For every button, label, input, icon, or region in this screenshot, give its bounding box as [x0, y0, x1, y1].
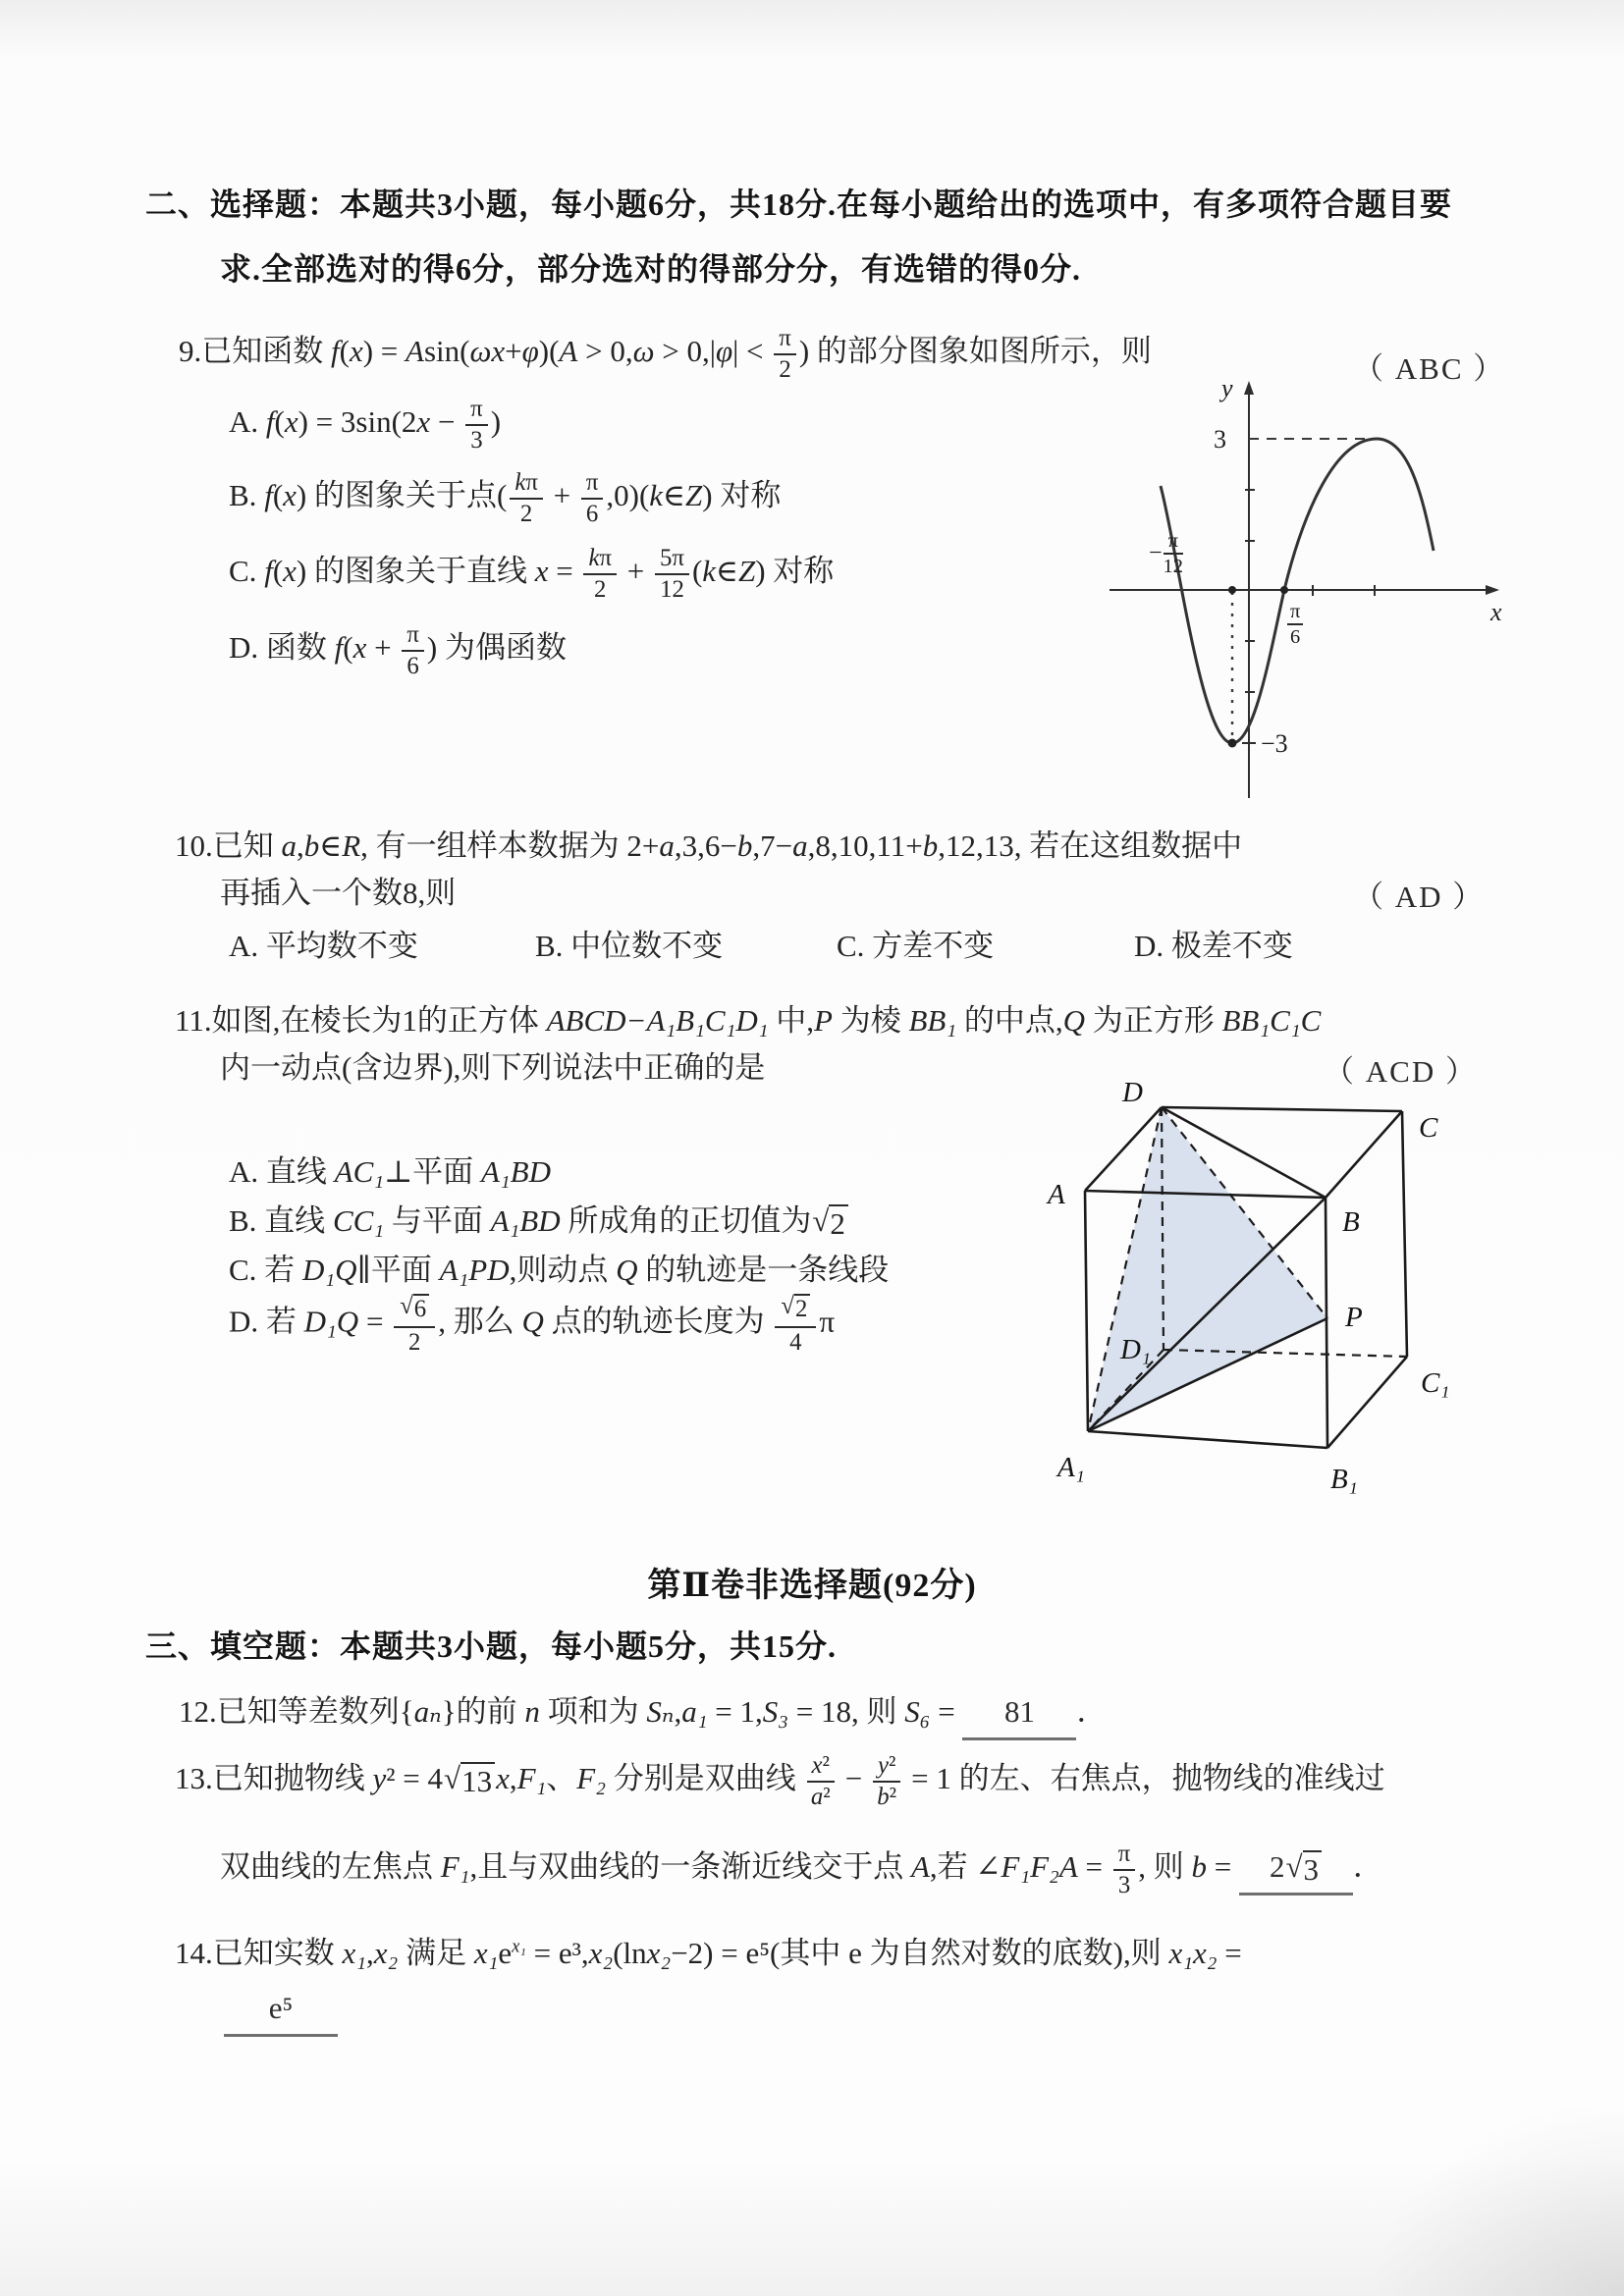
- q9-stem: 9.已知函数 f(x) = Asin(ωx+φ)(A > 0,ω > 0,|φ| < $\frac{\pi}{2}$ ) 的部分图象如图所示，则: [179, 325, 1152, 384]
- q9-option-b: B. f(x) 的图象关于点( $\frac{k\pi}{2}$ + $\frac{\pi}{6}$ ,0)(k∈Z) 对称: [229, 469, 782, 528]
- zero-crossing-point: [1280, 586, 1288, 594]
- section3-title: 三、填空题：本题共3小题，每小题5分，共15分.: [145, 1629, 838, 1664]
- part2-title: 第Ⅱ卷非选择题(92分): [647, 1568, 977, 1604]
- min-x-label: − $\frac{\pi}{12}$: [1149, 530, 1183, 578]
- shaded-triangle-DA1P: [1088, 1107, 1327, 1431]
- edge-CC1: [1402, 1111, 1407, 1357]
- q11-option-c: C. 若 D₁Q∥平面 A₁PD,则动点 Q 的轨迹是一条线段: [229, 1253, 890, 1287]
- q10-answer: （ AD ）: [1353, 880, 1486, 914]
- y-axis-label: y: [1221, 374, 1233, 402]
- sine-graph-figure: [1098, 376, 1520, 818]
- q9-option-c: C. f(x) 的图象关于直线 x = $\frac{k\pi}{2}$ + $\frac{5\pi}{12}$ (k∈Z) 对称: [229, 545, 835, 604]
- zero-x-label: $\frac{\pi}{6}$: [1286, 602, 1304, 649]
- edge-CD: [1162, 1107, 1402, 1111]
- q10-stem-line2: 再插入一个数8,则: [220, 876, 457, 910]
- section2-title-line2: 求.全部选对的得6分，部分选对的得部分分，有选错的得0分.: [220, 251, 1082, 287]
- vertex-label-P: P: [1345, 1302, 1363, 1333]
- edge-AA1: [1085, 1191, 1088, 1431]
- q11-option-a: A. 直线 AC₁⊥平面 A₁BD: [229, 1154, 551, 1189]
- q11-answer: （ ACD ）: [1324, 1054, 1478, 1089]
- min-x-point: [1228, 586, 1236, 594]
- minimum-point: [1228, 739, 1237, 748]
- section2-title-line1: 二、选择题：本题共3小题，每小题6分，共18分.在每小题给出的选项中，有多项符合题目要: [145, 187, 1453, 222]
- max-value-label: 3: [1214, 425, 1226, 454]
- q10-option-c: C. 方差不变: [837, 929, 995, 963]
- edge-BC: [1326, 1111, 1402, 1198]
- q11-stem-line1: 11.如图,在棱长为1的正方体 ABCD−A₁B₁C₁D₁ 中,P 为棱 BB₁ 的中点,Q 为正方形 BB₁C₁C: [175, 1003, 1322, 1038]
- q10-option-d: D. 极差不变: [1134, 929, 1293, 963]
- q11-option-d: D. 若 D₁Q = √ 6 2 , 那么 Q 点的轨迹长度为 √ 2 4 π: [229, 1293, 836, 1356]
- vertex-label-C1: C₁: [1421, 1367, 1450, 1399]
- cube-svg: [1036, 1065, 1478, 1526]
- q9-option-d: D. 函数 f(x + $\frac{\pi}{6}$ ) 为偶函数: [229, 621, 567, 680]
- min-value-label: −3: [1261, 729, 1288, 758]
- q10-option-a: A. 平均数不变: [229, 929, 418, 963]
- q9-option-a: A. f(x) = 3sin(2x − $\frac{\pi}{3}$ ): [229, 396, 502, 454]
- q13-stem-line1: 13.已知抛物线 y² = 4 √ 13 x,F₁、F₂ 分别是双曲线 $\frac{\text{x²}}{\text{a²}}$ − $\frac{\text{y²}}{\text{b²}}$ = 1 的左、右焦点，抛物线的准线过: [175, 1752, 1385, 1811]
- q10-stem-line1: 10.已知 a,b∈R, 有一组样本数据为 2+a,3,6−b,7−a,8,10,11+b,12,13, 若在这组数据中: [175, 828, 1243, 863]
- x-axis-arrow: [1486, 585, 1499, 595]
- x-axis-label: x: [1490, 598, 1502, 626]
- q11-stem-line2: 内一动点(含边界),则下列说法中正确的是: [220, 1050, 766, 1085]
- q11-option-b: B. 直线 CC₁ 与平面 A₁BD 所成角的正切值为 √ 2: [229, 1200, 849, 1243]
- vertex-label-B1: B₁: [1330, 1464, 1358, 1495]
- q12-stem: 12.已知等差数列{aₙ}的前 n 项和为 Sₙ,a₁ = 1,S₃ = 18, 则 S₆ = 81 ．: [179, 1690, 1107, 1740]
- vertex-label-A: A: [1048, 1179, 1065, 1210]
- q14-answer: e⁵: [224, 1987, 338, 2037]
- vertex-label-D: D: [1122, 1077, 1143, 1108]
- vertex-label-C: C: [1419, 1112, 1438, 1144]
- vertex-label-A1: A₁: [1057, 1452, 1085, 1483]
- q14-stem: 14.已知实数 x₁,x₂ 满足 $x_1e^{x_1} = e^3,x_2(\ln x_2-2) = e^5$(其中 e 为自然对数的底数),则 x₁x₂ =: [175, 1936, 1242, 1970]
- q9-answer: （ ABC ）: [1353, 351, 1506, 386]
- y-axis-arrow: [1244, 381, 1254, 395]
- vertex-label-B: B: [1342, 1206, 1360, 1238]
- cube-figure: [1036, 1065, 1478, 1526]
- sine-graph-svg: [1098, 376, 1520, 818]
- vertex-label-D1: D₁: [1120, 1334, 1152, 1365]
- edge-BB1: [1326, 1198, 1327, 1448]
- q13-stem-line2: 双曲线的左焦点 F₁,且与双曲线的一条渐近线交于点 A,若 ∠F₁F₂A = $\frac{\pi}{3}$ , 则 b = 2 √ 3 ．: [220, 1841, 1384, 1899]
- edge-B1C1: [1327, 1357, 1407, 1448]
- q10-option-b: B. 中位数不变: [535, 929, 724, 963]
- edge-A1B1: [1088, 1431, 1327, 1448]
